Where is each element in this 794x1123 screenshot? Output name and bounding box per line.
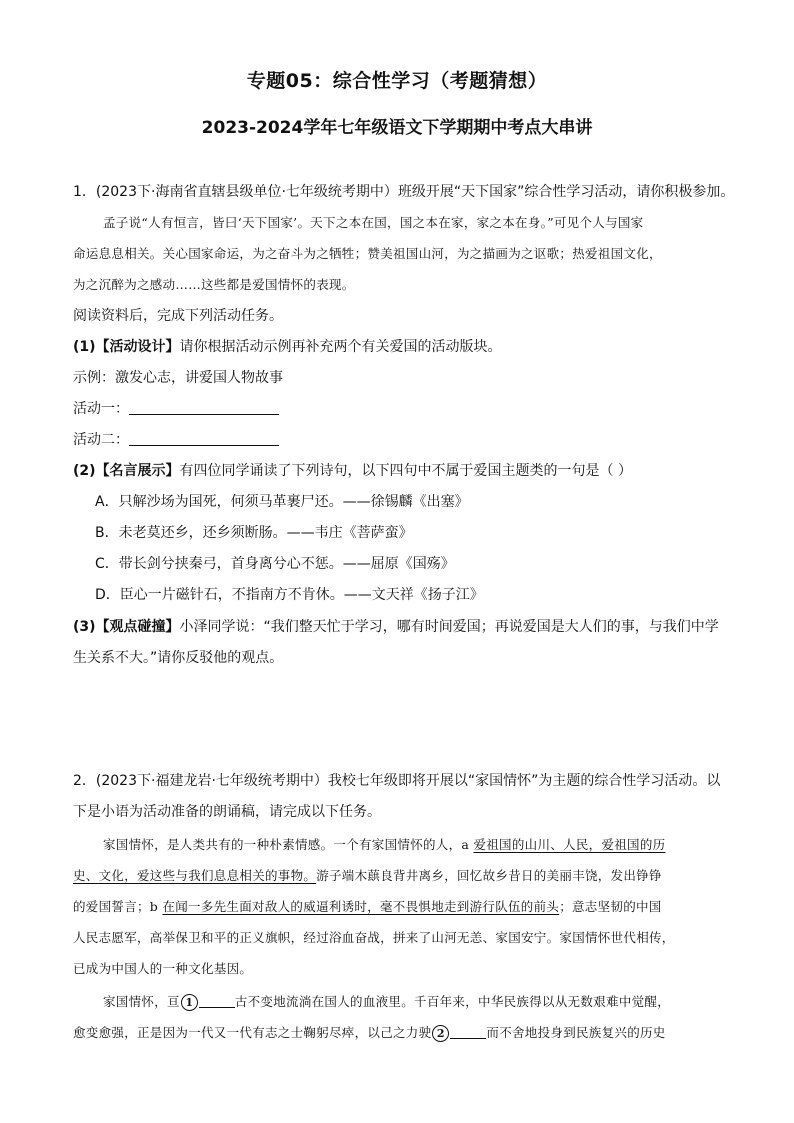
q1-sub3-text: 小泽同学说：“我们整天忙于学习，哪有时间爱国；再说爱国是大人们的事，与我们中学 [179,619,719,635]
passage-text: 古不变地流淌在国人的血液里。千百年来，中华民族得以从无数艰难中觉醒， [234,994,671,1009]
passage-text: 游子端木蕻良背井离乡，回忆故乡昔日的美丽丰饶，发出铮铮 [316,868,662,883]
q1-sub2 [73,461,632,481]
activity2-answer-blank[interactable] [129,431,279,446]
q2-passage-line: 已成为中国人的一种文化基因。 [73,961,253,976]
option-d[interactable]: D．臣心一片磁针石，不指南方不肯休。——文天祥《扬子江》 [95,587,484,603]
q1-activity1 [73,399,279,419]
blank-number-2: 2 [432,1025,449,1042]
underlined-sentence-a-cont: 史、文化，爱这些与我们息息相关的事物。 [73,868,317,883]
page-title: 专题05：综合性学习（考题猜想） [246,70,548,92]
option-c[interactable]: C．带长剑兮挟秦弓，首身离兮心不惩。——屈原《国殇》 [95,556,455,572]
q1-sub3 [73,617,719,637]
q1-activity2 [73,430,279,450]
passage-text: 家国情怀，亘 [103,994,180,1009]
page-subtitle: 2023-2024学年七年级语文下学期期中考点大串讲 [201,118,593,138]
option-b[interactable]: B．未老莫还乡，还乡须断肠。——韦庄《菩萨蛮》 [95,525,413,541]
passage-text: 的爱国誓言；b [73,899,163,914]
q1-sub1 [73,337,502,357]
q2-stem: 2．(2023下·福建龙岩·七年级统考期中）我校七年级即将开展以“家国情怀”为主题的综合性学习活动。以 [73,773,721,789]
underlined-sentence-a: 爱祖国的山川、人民，爱祖国的历 [473,837,666,852]
fill-blank-2[interactable] [450,1025,486,1039]
activity2-label: 活动二： [73,432,129,448]
q1-sub3-text-cont: 生关系不大。”请你反驳他的观点。 [73,650,284,666]
q1-material-line: 孟子说“人有恒言，皆曰‘天下国家’。天下之本在国，国之本在家，家之本在身。”可见个人与国家 [103,215,644,230]
q1-sub2-label: (2)【名言展示】 [73,463,180,479]
passage-text: ；意志坚韧的中国 [559,899,662,914]
passage-text: 家国情怀，是人类共有的一种朴素情感。一个有家国情怀的人，a [103,837,474,852]
q1-material-line: 为之沉醉为之感动……这些都是爱国情怀的表现。 [73,277,355,292]
q1-instruction: 阅读资料后，完成下列活动任务。 [73,308,283,324]
q2-passage-line [103,992,670,1012]
passage-text: 愈变愈强，正是因为一代又一代有志之士鞠躬尽瘁，以己之力驶 [73,1025,432,1040]
underlined-sentence-b: 在闻一多先生面对敌人的威逼利诱时，毫不畏惧地走到游行队伍的前头 [162,899,560,914]
q1-sub2-text: 有四位同学诵读了下列诗句，以下四句中不属于爱国主题类的一句是（ ） [179,463,632,479]
q1-stem: 1．(2023下·海南省直辖县级单位·七年级统考期中）班级开展“天下国家”综合性学习活动，请你积极参加。 [73,184,735,200]
q2-passage-line [103,835,665,855]
passage-text: 而不舍地投身到民族复兴的历史 [486,1025,666,1040]
fill-blank-1[interactable] [199,994,235,1008]
q2-passage-line [73,1023,666,1043]
q2-passage-line: 人民志愿军，高举保卫和平的正义旗帜，经过浴血奋战，拼来了山河无恙、家国安宁。家国情怀世代相传， [73,930,675,945]
activity1-answer-blank[interactable] [129,400,279,415]
q1-material-line: 命运息息相关。关心国家命运，为之奋斗为之牺牲；赞美祖国山河，为之描画为之讴歌；热爱祖国文化， [73,246,662,261]
q2-passage-line [73,866,662,886]
q2-stem-cont: 下是小语为活动准备的朗诵稿，请完成以下任务。 [73,804,381,820]
q1-sub1-label: (1)【活动设计】 [73,339,180,355]
q2-passage-line [73,897,662,917]
blank-number-1: 1 [181,994,198,1011]
activity1-label: 活动一： [73,401,129,417]
option-a[interactable]: A．只解沙场为国死，何须马革裹尸还。——徐锡麟《出塞》 [95,494,469,510]
q1-example: 示例：激发心志，讲爱国人物故事 [73,370,283,386]
q1-sub1-text: 请你根据活动示例再补充两个有关爱国的活动版块。 [179,339,502,355]
q1-sub3-label: (3)【观点碰撞】 [73,619,180,635]
